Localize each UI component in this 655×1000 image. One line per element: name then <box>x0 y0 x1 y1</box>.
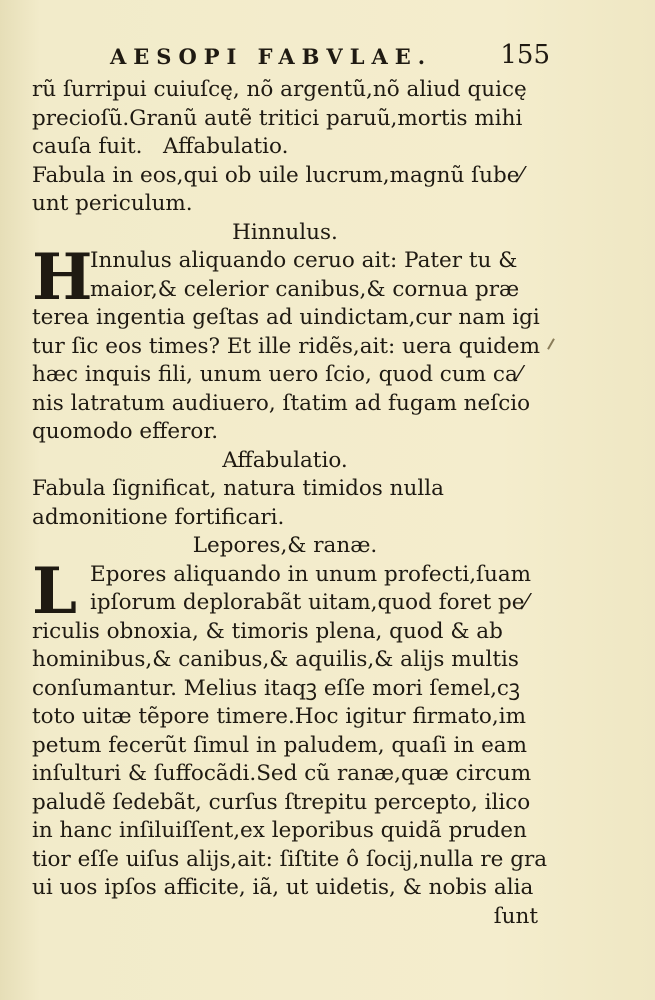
margin-mark <box>547 338 555 349</box>
text-line: petum fecerũt ſimul in paludem, quaſi in eam <box>32 732 528 758</box>
text-line: admonitione fortificari. <box>32 504 285 530</box>
fable-heading: Hinnulus. <box>232 219 338 245</box>
fable-opening <box>32 240 538 315</box>
text-line: terea ingentia geſtas ad uindictam,cur nam igi <box>32 305 540 330</box>
text-line: quomodo efferor. <box>32 419 219 444</box>
text-line: tior eſſe uiſus alijs,ait: ſiſtite ô ſocij,nulla re gra <box>32 846 548 872</box>
catchword: ſunt <box>493 903 538 929</box>
text-line: toto uitæ tẽpore timere.Hoc igitur firmato,im <box>32 704 526 729</box>
text-line: paludẽ ſedebãt, curſus ſtrepitu percepto, ilico <box>32 789 531 815</box>
text-line: conſumantur. Melius itaqꝫ eſſe mori ſemel,cꝫ <box>32 675 520 701</box>
fable-heading: Lepores,& ranæ. <box>192 533 378 558</box>
text-line: rũ ſurripui cuiuſcę, nõ argentũ,nõ aliud quicę <box>32 77 527 102</box>
text-line: Innulus aliquando ceruo ait: Pater tu & <box>90 248 518 273</box>
fable-opening <box>32 553 538 629</box>
running-title: AESOPI FABVLAE. <box>110 44 433 69</box>
drop-initial: L <box>32 553 77 629</box>
text-line: riculis obnoxia, & timoris plena, quod & ab <box>32 618 503 644</box>
text-line: in hanc inſiluiſſent,ex leporibus quidã pruden <box>32 818 527 843</box>
moral-heading: Affabulatio. <box>222 447 348 473</box>
text-line: precioſũ.Granũ autẽ tritici paruũ,mortis mihi <box>32 105 523 131</box>
text-block <box>32 76 548 931</box>
text-line: ipſorum deplorabãt uitam,quod foret pe⁄ <box>90 590 529 615</box>
text-line: ui uos ipſos afficite, iã, ut uidetis, & nobis alia <box>32 875 534 900</box>
text-line: Fabula in eos,qui ob uile lucrum,magnũ ſube⁄ <box>32 162 524 188</box>
drop-initial: H <box>32 240 93 315</box>
page-header <box>110 38 550 72</box>
page-number: 155 <box>500 40 550 70</box>
text-line: cauſa fuit. Affabulatio. <box>32 134 289 159</box>
text-line: unt periculum. <box>32 191 193 216</box>
text-line: nis latratum audiuero, ſtatim ad fugam neſcio <box>32 390 531 416</box>
text-line: Epores aliquando in unum profecti,ſuam <box>90 561 532 587</box>
text-line: hominibus,& canibus,& aquilis,& alijs multis <box>32 647 519 672</box>
text-line: Fabula ſignificat, natura timidos nulla <box>32 476 444 501</box>
text-line: inſulturi & ſuffocãdi.Sed cũ ranæ,quæ circum <box>32 761 532 786</box>
text-line: tur ſic eos times? Et ille ridẽs,ait: uera quidem <box>32 333 541 359</box>
text-line: maior,& celerior canibus,& cornua præ <box>90 276 520 302</box>
text-line: hæc inquis fili, unum uero ſcio, quod cum ca⁄ <box>32 362 522 387</box>
